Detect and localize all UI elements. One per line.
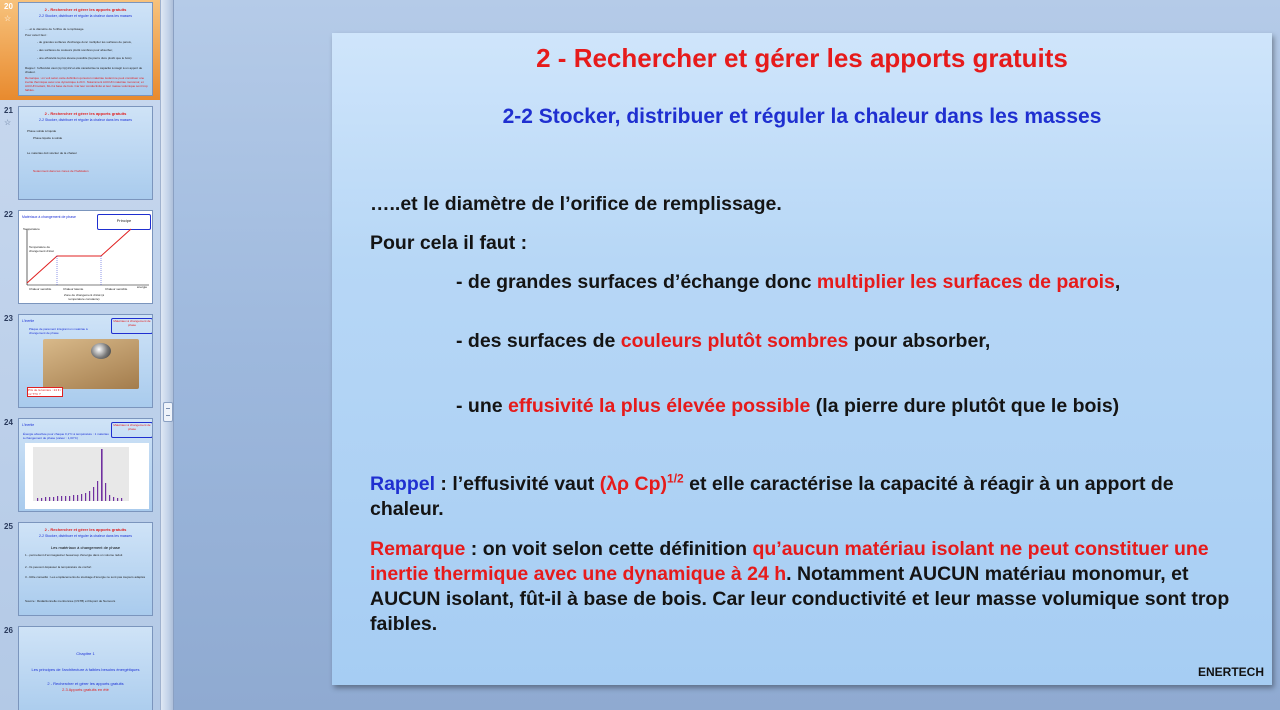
thumb-line: Les principes de l'architecture à faibles besoins énergétiques xyxy=(31,667,140,672)
thumb-line: Phase liquide à solide xyxy=(33,136,63,140)
thumb-subtitle: 2-2 Stocker, distribuer et réguler la chaleur dans les masses xyxy=(39,14,132,18)
footer-brand[interactable]: ENERTECH xyxy=(1197,665,1264,679)
slide-thumb-preview[interactable] xyxy=(18,418,153,512)
thumb-title: 2 - Rechercher et gérer les apports gratuits xyxy=(44,111,127,116)
thumb-line: 2.3 Apports gratuits en été xyxy=(62,687,109,692)
slide-thumb-preview[interactable] xyxy=(18,210,153,304)
slide-number: 22 xyxy=(4,210,13,219)
slide-thumb-preview[interactable] xyxy=(18,522,153,616)
body-line-pour-cela[interactable]: Pour cela il faut : xyxy=(370,232,528,254)
thumb-caption: Énergie absorbée pour chaque 0,1°C à température : 1 matériau à changement de phase (valeur : 1,04°C) xyxy=(23,432,109,440)
slide-title[interactable]: 2 - Rechercher et gérer les apports gratuits xyxy=(536,43,1068,73)
bullet-text: - une xyxy=(456,395,508,417)
thumb-line: 1 - permettent d'emmagasiner beaucoup d'énergie dans un volume réduit xyxy=(25,553,123,557)
thumb-box-label: Matériaux à changement de phase xyxy=(111,422,153,438)
thumbnail-slide-23[interactable] xyxy=(0,312,160,412)
thumb-label: Chaleur sensible xyxy=(29,287,52,291)
thumb-line: Remarque : on voit selon cette définition qu’aucun matériau isolant ne peut constituer une inertie thermique avec une dynamique à 24 h. Notamment AUCUN matériau monomur, et AUCUN isolant, fût-il à base de bois. Car leur conductivité et leur masse volumique sont trop faibles. xyxy=(25,76,148,92)
thumb-line: Les matériaux à changement de phase xyxy=(50,545,121,550)
bullet-text: (la pierre dure plutôt que le bois) xyxy=(810,395,1120,417)
thumb-label: Zone de changement d’état (à température constante) xyxy=(63,293,105,301)
thumb-line: Rappel : l’effusivité vaut (λρ Cp)1/2 et elle caractérise la capacité à réagir à un apport de chaleur. xyxy=(25,66,143,74)
effusivity-formula: (λρ Cp) xyxy=(599,473,668,495)
thumb-line: Phase solide à liquide xyxy=(27,129,57,133)
thumbnail-slide-26[interactable] xyxy=(0,624,160,710)
slide-number: 25 xyxy=(4,522,13,531)
thumb-line: - des surfaces de couleurs plutôt sombres pour absorber, xyxy=(37,48,113,52)
highlight-text: effusivité la plus élevée possible xyxy=(508,395,811,417)
thumb-line: Source : Rédactionnelle mentionnée (CSTB) et Dupont de Nemours xyxy=(25,599,116,603)
thumb-line: Pour cela il faut : xyxy=(25,33,48,37)
slide-number: 26 xyxy=(4,626,13,635)
thumbnail-slide-24[interactable] xyxy=(0,416,160,516)
thumbnail-slide-20[interactable] xyxy=(0,0,160,100)
thumb-title: Matériaux à changement de phase xyxy=(22,215,76,219)
rappel-paragraph[interactable] xyxy=(370,472,1250,522)
remarque-label: Remarque xyxy=(370,538,466,560)
bullet-surfaces-echange[interactable] xyxy=(456,270,1120,295)
thumb-note: Prix de la lumière : 24 € / m² TTC ? xyxy=(28,388,62,396)
thumb-caption: Plaque de parement intégrant un matériau à changement de phase xyxy=(29,327,88,335)
slide-number: 24 xyxy=(4,418,13,427)
thumbnail-slide-21[interactable] xyxy=(0,104,160,204)
splitter-grip-handle[interactable] xyxy=(163,402,173,422)
slide-thumb-preview[interactable] xyxy=(18,314,153,408)
bullet-text: pour absorber, xyxy=(848,330,991,352)
remarque-paragraph[interactable] xyxy=(370,537,1250,637)
remarque-highlight: qu’aucun matériau isolant ne peut constituer une inertie thermique avec une dynamique à 24 h xyxy=(370,538,1209,585)
thumb-subtitle: 2-2 Stocker, distribuer et réguler la chaleur dans les masses xyxy=(39,534,132,538)
slide-subtitle[interactable]: 2-2 Stocker, distribuer et réguler la chaleur dans les masses xyxy=(502,105,1102,128)
thumb-label: Température de changement d’état xyxy=(29,245,54,253)
animation-star-icon: ☆ xyxy=(4,14,12,23)
thumb-line: Le matériau doit stocker de la chaleur xyxy=(27,151,78,155)
thumbnail-slide-25[interactable] xyxy=(0,520,160,620)
slide-number: 21 xyxy=(4,106,13,115)
thumb-label: Chaleur latente xyxy=(63,287,84,291)
remarque-text: : on voit selon cette définition xyxy=(465,538,753,560)
thumb-axis-y: Température xyxy=(23,227,40,231)
thumb-axis-x: énergie xyxy=(137,285,148,289)
bullet-couleurs-sombres[interactable] xyxy=(456,329,990,354)
slide-number: 20 xyxy=(4,2,13,11)
thumb-title: L'inertie xyxy=(22,423,35,427)
animation-star-icon: ☆ xyxy=(4,118,12,127)
slide-editing-area[interactable] xyxy=(174,0,1280,710)
body-line-orifice[interactable]: …..et le diamètre de l’orifice de remplissage. xyxy=(370,193,782,215)
bullet-text: , xyxy=(1114,271,1121,293)
slide-thumb-preview[interactable] xyxy=(18,626,153,710)
bullet-effusivite[interactable] xyxy=(456,394,1119,419)
slide-thumb-preview[interactable] xyxy=(18,2,153,96)
thumbnail-slide-22[interactable] xyxy=(0,208,160,308)
pane-splitter[interactable] xyxy=(160,0,174,710)
thumb-line: 2 - Rechercher et gérer les apports gratuits xyxy=(47,681,124,686)
thumb-subtitle: 2-2 Stocker, distribuer et réguler la chaleur dans les masses xyxy=(39,118,132,122)
rappel-text: et elle caractérise la capacité à réagir à un apport de chaleur. xyxy=(370,473,1174,520)
thumb-line: …..et le diamètre de l’orifice de remplissage. xyxy=(25,27,85,31)
bullet-text: - des surfaces de xyxy=(456,330,621,352)
thumb-line: - de grandes surfaces d’échange donc multiplier les surfaces de parois, xyxy=(37,40,132,44)
thumb-line: 2 - Ils peuvent dépasser la température de confort xyxy=(25,565,92,569)
slide-thumbnail-pane[interactable] xyxy=(0,0,160,710)
bullet-text: - de grandes surfaces d’échange donc xyxy=(456,271,817,293)
thumb-box-label: Matériaux à changement de phase xyxy=(111,318,153,334)
current-slide[interactable] xyxy=(332,33,1272,685)
plasterboard-image xyxy=(43,339,139,389)
thumb-box-label: Principe xyxy=(97,214,151,230)
energy-bar-chart xyxy=(25,443,149,509)
thumb-label: Chaleur sensible xyxy=(105,287,128,291)
thumb-title: Chapitre 1 xyxy=(76,651,95,656)
thumb-title: L'inertie xyxy=(22,319,35,323)
thumb-line: Notamment dans les zones de l'habitation xyxy=(33,169,89,173)
thumb-title: 2 - Rechercher et gérer les apports gratuits xyxy=(44,7,127,12)
slide-thumb-preview[interactable] xyxy=(18,106,153,200)
thumb-line: 3 - Rôle conseillé : Les emplacements de stockage d'énergie ne sont pas toujours adaptés xyxy=(25,575,146,579)
highlight-text: multiplier les surfaces de parois xyxy=(816,271,1115,293)
formula-exponent: 1/2 xyxy=(667,471,684,486)
remarque-text: . Notamment AUCUN matériau monomur, et AUCUN isolant, fût-il à base de bois. Car leur conductivité et leur masse volumique sont trop faibles. xyxy=(370,563,1230,635)
microcapsules-image xyxy=(91,343,111,359)
thumb-line: - une effusivité la plus élevée possible (la pierre dure plutôt que le bois) xyxy=(37,56,132,60)
rappel-label: Rappel xyxy=(370,473,436,495)
thumb-title: 2 - Rechercher et gérer les apports gratuits xyxy=(44,527,127,532)
highlight-text: couleurs plutôt sombres xyxy=(620,330,849,352)
slide-number: 23 xyxy=(4,314,13,323)
rappel-text: : l’effusivité vaut xyxy=(435,473,600,495)
